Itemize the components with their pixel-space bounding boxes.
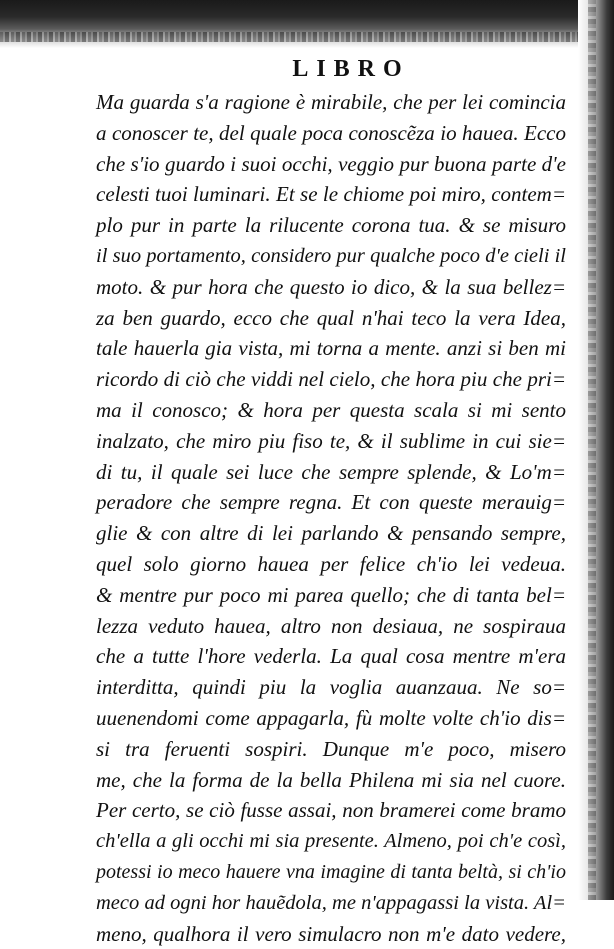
text-line: quel solo giorno hauea per felice ch'io lei vedeua. bbox=[96, 551, 566, 576]
text-line: a conoscer te, del quale poca conoscẽza io hauea. Ecco bbox=[96, 120, 566, 145]
text-line: plo pur in parte la rilucente corona tua. & se misuro bbox=[96, 213, 566, 238]
scan-shadow-top bbox=[0, 0, 614, 48]
text-line: & mentre pur poco mi parea quello; che di tanta bel= bbox=[96, 582, 566, 607]
text-line: potessi io meco hauere vna imagine di tanta beltà, si ch'io bbox=[96, 860, 566, 883]
text-line: meno, qualhora il vero simulacro non m'e dato vedere, bbox=[96, 921, 566, 946]
text-line: il suo portamento, considero pur qualche poco d'e cieli il bbox=[96, 244, 566, 267]
text-line: Per certo, se ciò fusse assai, non bramerei come bramo bbox=[96, 798, 566, 823]
text-line: interditta, quindi piu la voglia auanzaua. Ne so= bbox=[96, 675, 566, 700]
book-page bbox=[96, 56, 566, 949]
text-line: lezza veduto hauea, altro non desiaua, ne sospiraua bbox=[96, 613, 566, 638]
text-line: glie & con altre di lei parlando & pensando sempre, bbox=[96, 521, 566, 546]
running-head: LIBRO bbox=[292, 56, 410, 82]
text-line: moto. & pur hora che questo io dico, & la sua bellez= bbox=[96, 274, 566, 299]
text-line: ma il conosco; & hora per questa scala si mi sento bbox=[96, 397, 566, 422]
text-line: ricordo di ciò che viddi nel cielo, che hora piu che pri= bbox=[96, 367, 566, 392]
text-line: meco ad ogni hor hauẽdola, me n'appagassi la vista. Al= bbox=[96, 891, 566, 914]
text-line: si tra feruenti sospiri. Dunque m'e poco, misero bbox=[96, 736, 566, 761]
text-block bbox=[96, 87, 566, 949]
text-line: me, che la forma de la bella Philena mi sia nel cuore. bbox=[96, 767, 566, 792]
text-line: uuenendomi come appagarla, fù molte volte ch'io dis= bbox=[96, 705, 566, 730]
text-line: tale hauerla gia vista, mi torna a mente. anzi si ben mi bbox=[96, 336, 566, 361]
text-line: che s'io guardo i suoi occhi, veggio pur buona parte d'e bbox=[96, 151, 566, 176]
text-line: di tu, il quale sei luce che sempre splende, & Lo'm= bbox=[96, 459, 566, 484]
text-line: che a tutte l'hore vederla. La qual cosa mentre m'era bbox=[96, 644, 566, 669]
text-line: peradore che sempre regna. Et con queste merauig= bbox=[96, 490, 566, 515]
text-line: inalzato, che miro piu fiso te, & il sublime in cui sie= bbox=[96, 428, 566, 453]
text-line: za ben guardo, ecco che qual n'hai teco la vera Idea, bbox=[96, 305, 566, 330]
text-line: ch'ella a gli occhi mi sia presente. Almeno, poi ch'e così, bbox=[96, 830, 566, 853]
text-line: celesti tuoi luminari. Et se le chiome poi miro, contem= bbox=[96, 182, 566, 207]
text-line: Ma guarda s'a ragione è mirabile, che per lei comincia bbox=[96, 90, 566, 114]
scan-shadow-right bbox=[578, 0, 614, 900]
